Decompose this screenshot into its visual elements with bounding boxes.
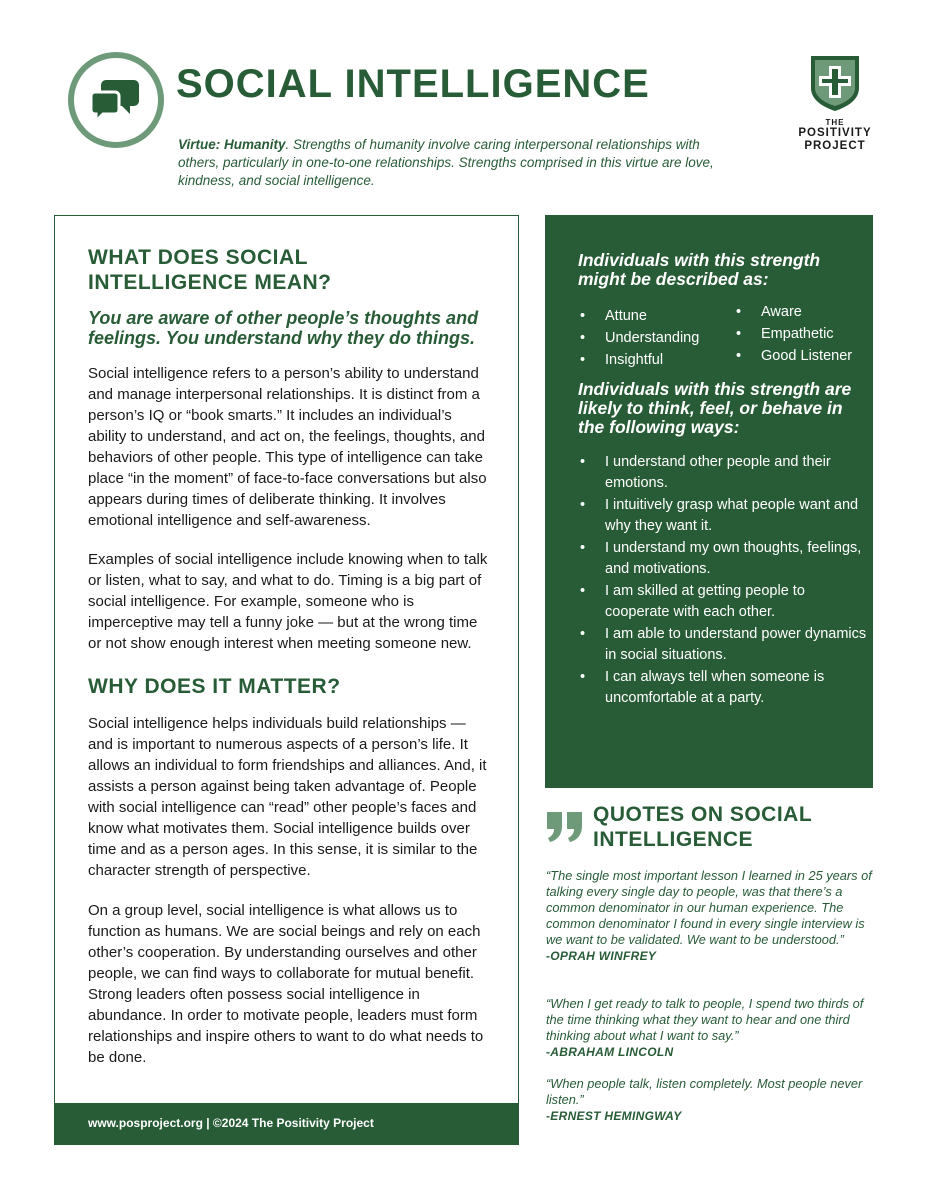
quote-item xyxy=(546,1076,876,1124)
meaning-paragraph-1: Social intelligence refers to a person’s ability to understand and manage interpersonal relationships. It is distinct from a person’s IQ or “book smarts.” It includes an individual’s ability to understand, and act on, the feelings, thoughts, and behaviors of other people. This type of intelligence can take place “in the moment” of face-to-face conversations but also appears during times of deliberate thinking. It involves emotional intelligence and self-awareness. xyxy=(88,365,487,529)
ways-list xyxy=(578,452,868,710)
positivity-project-logo xyxy=(785,52,885,153)
list-item: • I am able to understand power dynamics in social situations. xyxy=(578,624,868,666)
footer-bar: www.posproject.org | ©2024 The Positivity Project xyxy=(55,1103,518,1144)
quote-item xyxy=(546,868,876,964)
list-item: • Good Listener xyxy=(734,345,852,367)
what-heading: WHAT DOES SOCIAL INTELLIGENCE MEAN? xyxy=(88,246,332,294)
list-item: • I can always tell when someone is uncomfortable at a party. xyxy=(578,667,868,709)
list-item: • Understanding xyxy=(578,327,699,349)
virtue-label: Virtue: Humanity xyxy=(178,137,286,152)
ways-heading: Individuals with this strength are likely to think, feel, or behave in the following ways: xyxy=(578,379,852,437)
list-item: • Attune xyxy=(578,305,699,327)
quotes-heading: QUOTES ON SOCIAL INTELLIGENCE xyxy=(593,803,812,851)
quote-item xyxy=(546,996,876,1060)
meaning-paragraph-2: Examples of social intelligence include knowing when to talk or listen, what to say, and what to do. Timing is a big part of social intelligence. For example, someone who is imperceptive may tell a funny joke — but at the wrong time or not show enough interest when meeting someone new. xyxy=(88,551,488,652)
list-item: • I am skilled at getting people to cooperate with each other. xyxy=(578,581,868,623)
traits-panel xyxy=(545,215,873,788)
virtue-body: . Strengths of humanity involve caring interpersonal relationships with others, particularly in one-to-one relationships. Strengths comprised in this virtue are love, kindness, and social intelligence. xyxy=(178,137,714,188)
why-paragraph-1: Social intelligence helps individuals build relationships — and is important to numerous aspects of a person’s life. It allows an individual to form friendships and alliances. And, it assists a person against being taken advantage of. People with social intelligence can “read” other people’s faces and know what motivates them. Social intelligence builds over time and as a person ages. In this sense, it is similar to the character strength of perspective. xyxy=(88,715,487,879)
virtue-description xyxy=(178,136,738,190)
list-item: • Empathetic xyxy=(734,323,852,345)
quote-mark-icon xyxy=(545,810,585,844)
list-item: • Insightful xyxy=(578,349,699,371)
described-list-1 xyxy=(578,305,699,371)
quote-text: “When people talk, listen completely. Most people never listen.” xyxy=(546,1076,863,1107)
quote-text: “When I get ready to talk to people, I spend two thirds of the time thinking what they want to hear and one third thinking about what I want to say.” xyxy=(546,996,864,1043)
lead-statement: You are aware of other people’s thoughts and feelings. You understand why they do things. xyxy=(88,308,479,348)
quote-author: -ABRAHAM LINCOLN xyxy=(546,1045,674,1059)
list-item: • I intuitively grasp what people want and why they want it. xyxy=(578,495,868,537)
chat-bubbles-icon xyxy=(90,76,142,124)
shield-plus-icon xyxy=(805,52,865,112)
chat-bubbles-logo xyxy=(68,52,164,148)
list-item: • I understand other people and their emotions. xyxy=(578,452,868,494)
brand-line-project: PROJECT xyxy=(804,140,866,152)
quote-author: -OPRAH WINFREY xyxy=(546,949,657,963)
quote-text: “The single most important lesson I learned in 25 years of talking every single day to people, was that there’s a common denominator in our human experience. The common denominator I found in every single interview is we want to be validated. We want to be understood.” xyxy=(546,868,872,947)
why-heading: WHY DOES IT MATTER? xyxy=(88,675,341,698)
described-heading: Individuals with this strength might be described as: xyxy=(578,250,821,289)
described-list-2 xyxy=(734,301,852,367)
brand-line-positivity: POSITIVITY xyxy=(798,127,872,139)
quote-author: -ERNEST HEMINGWAY xyxy=(546,1109,682,1123)
brand-line-the: THE xyxy=(825,118,845,127)
meaning-panel xyxy=(54,215,519,1145)
why-paragraph-2: On a group level, social intelligence is what allows us to function as humans. We are social beings and rely on each other’s cooperation. By understanding ourselves and other people, we can find ways to collaborate for mutual benefit. Strong leaders often possess social intelligence in abundance. In order to motivate people, leaders must form relationships and inspire others to want to do what needs to be done. xyxy=(88,902,484,1066)
page-title: SOCIAL INTELLIGENCE xyxy=(176,62,650,106)
list-item: • I understand my own thoughts, feelings, and motivations. xyxy=(578,538,868,580)
list-item: • Aware xyxy=(734,301,852,323)
